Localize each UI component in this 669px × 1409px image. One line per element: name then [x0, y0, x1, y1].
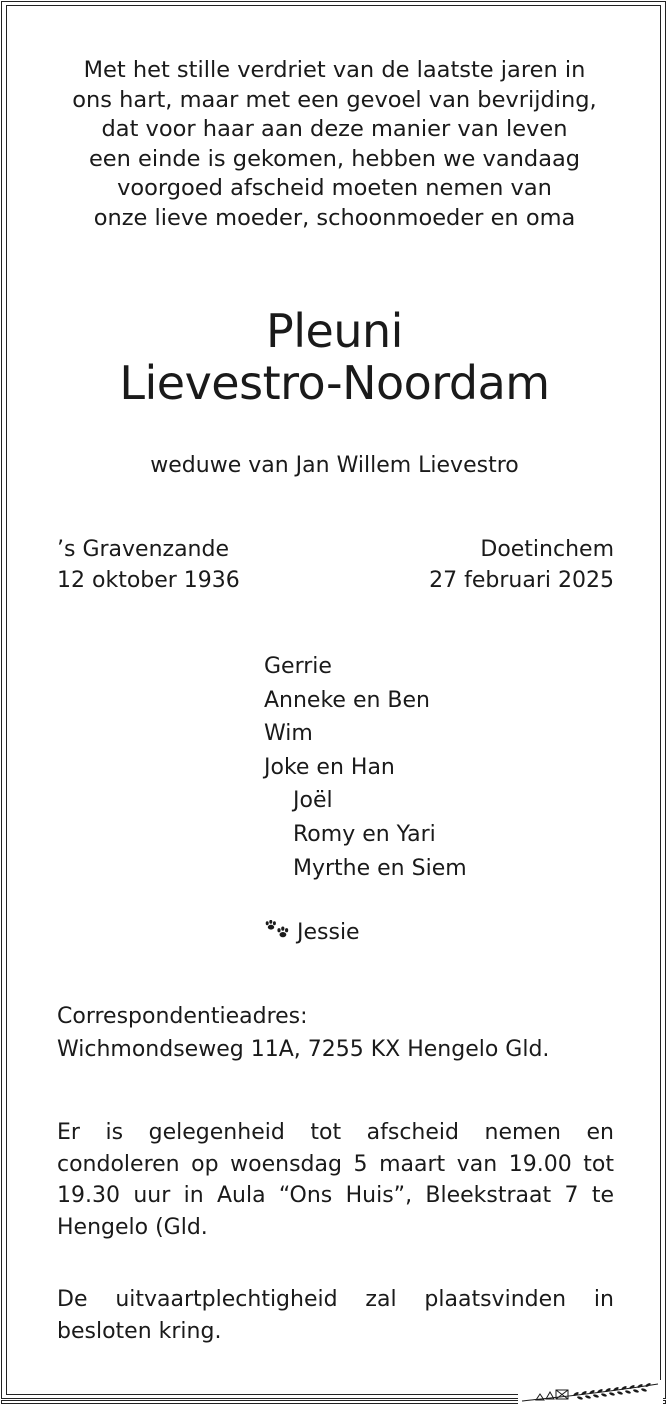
family-member: Joke en Han [264, 754, 395, 780]
correspondence-label: Correspondentieadres: [57, 1004, 308, 1029]
verse-line: ons hart, maar met een gevoel van bevrijding, [72, 86, 597, 113]
verse-line: dat voor haar aan deze manier van leven [101, 116, 568, 143]
correspondence-address: Wichmondseweg 11A, 7255 KX Hengelo Gld. [57, 1037, 550, 1062]
grandchild: Myrthe en Siem [293, 855, 467, 881]
verse-line: onze lieve moeder, schoonmoeder en oma [93, 204, 576, 231]
paw-prints-icon [264, 920, 296, 946]
family-list [264, 650, 467, 885]
condolence-notice: Er is gelegenheid tot afscheid nemen en condoleren op woensdag 5 maart van 19.00 tot 19.30 uur in Aula “Ons Huis”, Bleekstraat 7 te Hengelo (Gld. [57, 1120, 614, 1240]
surname: Lievestro-Noordam [119, 356, 550, 410]
laurel-branch-icon [518, 1380, 663, 1406]
deceased-name [30, 305, 639, 409]
death-place: Doetinchem [480, 537, 614, 562]
funeral-notice: De uitvaartplechtigheid zal plaatsvinden in besloten kring. [57, 1287, 614, 1344]
family-member: Gerrie [264, 654, 332, 679]
grandchild: Joël [293, 788, 333, 814]
grandchild: Romy en Yari [293, 821, 436, 847]
pet-name: Jessie [297, 920, 360, 945]
pet-line [264, 918, 360, 948]
death-date: 27 februari 2025 [429, 568, 614, 593]
opening-verse [40, 56, 629, 234]
birth-place: ’s Gravenzande [57, 537, 229, 562]
life-dates [57, 534, 614, 596]
verse-line: Met het stille verdriet van de laatste jaren in [83, 57, 586, 83]
birth-date: 12 oktober 1936 [57, 568, 240, 593]
first-name: Pleuni [266, 304, 403, 358]
verse-line: voorgoed afscheid moeten nemen van [117, 175, 552, 202]
correspondence [57, 1000, 614, 1066]
family-member: Wim [264, 721, 313, 747]
verse-line: een einde is gekomen, hebben we vandaag [88, 145, 581, 172]
widow-of: weduwe van Jan Willem Lievestro [150, 453, 519, 478]
family-member: Anneke en Ben [264, 687, 430, 713]
